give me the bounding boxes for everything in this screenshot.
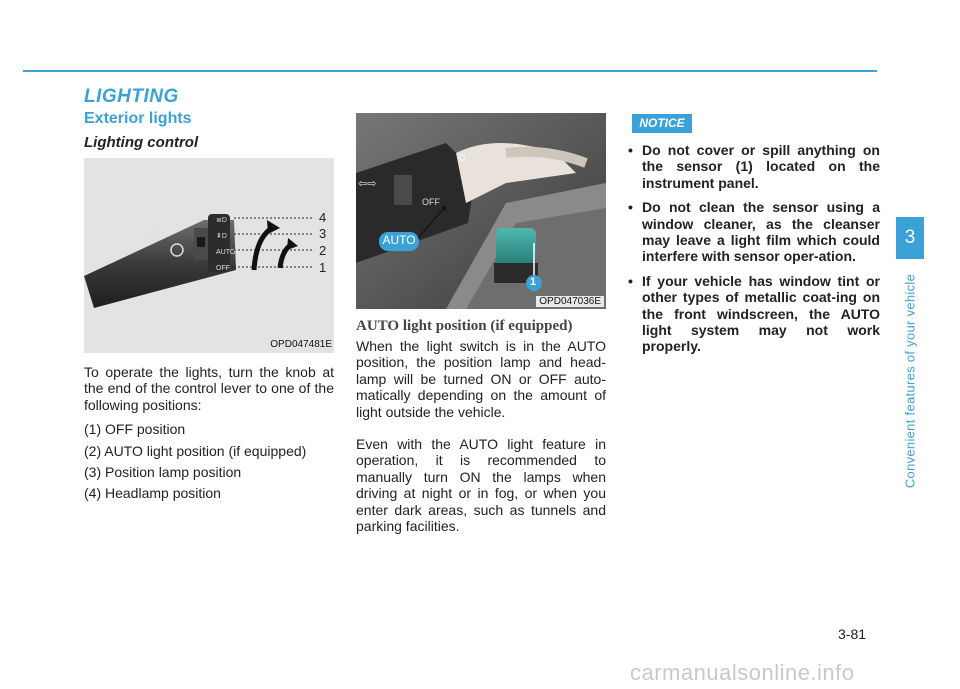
lighting-lever-figure [84, 158, 334, 353]
auto-light-illustration [356, 113, 606, 309]
section-title: LIGHTING [84, 86, 179, 107]
list-item: • Do not cover or spill anything on the sensor (1) located on the instrument panel. [628, 142, 880, 191]
svg-text:OFF: OFF [422, 197, 440, 207]
svg-text:☼: ☼ [456, 148, 469, 164]
column-1-text [84, 364, 334, 507]
list-item: (3) Position lamp position [84, 464, 242, 481]
page-number: 3-81 [838, 626, 867, 642]
list-item: • Do not clean the sensor using a window cleaner, as the cleanser may leave a light film which could interfere with sensor oper-ation. [628, 199, 880, 265]
sensor-callout: 1 [530, 276, 537, 288]
bullet-icon: • [628, 142, 633, 158]
list-item: (1) OFF position [84, 421, 186, 438]
bullet-icon: • [628, 199, 633, 216]
column-2-text [356, 338, 606, 542]
paragraph: Even with the AUTO light feature in operation, it is recommended to manually turn ON the lamps when driving at night or in fog, or when you enter dark areas, such as tunnels and parking facilities. [356, 436, 606, 535]
sub-title: Exterior lights [84, 110, 192, 127]
auto-label: AUTO [382, 233, 416, 247]
callout-2: 2 [319, 243, 327, 258]
list-item: (4) Headlamp position [84, 485, 221, 502]
figure-code: OPD047481E [270, 339, 332, 350]
auto-light-figure [356, 113, 606, 309]
list-item: • If your vehicle has window tint or other types of metallic coat-ing on the front windscreen, the AUTO light system may not work properly. [628, 272, 880, 355]
svg-text:⇦⇨: ⇦⇨ [358, 178, 377, 190]
subsub-title: Lighting control [84, 134, 199, 151]
notice-badge: NOTICE [632, 114, 692, 133]
chapter-title: Convenient features of your vehicle [902, 273, 918, 489]
lever-illustration [84, 158, 334, 353]
watermark[interactable]: carmanualsonline.info [630, 660, 855, 685]
paragraph: When the light switch is in the AUTO position, the position lamp and head-lamp will be turned ON or OFF auto-matically depending on the amount of light outside the vehicle. [356, 338, 606, 420]
bullet-icon: • [628, 272, 633, 289]
callout-4: 4 [319, 210, 327, 225]
svg-text:⇦⇨: ⇦⇨ [146, 227, 165, 239]
list-item: (2) AUTO light position (if equipped) [84, 442, 307, 459]
chapter-number-tab: 3 [896, 217, 924, 259]
notice-list [626, 142, 880, 363]
intro-paragraph: To operate the lights, turn the knob at the end of the control lever to one of the following positions: [84, 364, 334, 413]
top-rule [23, 70, 877, 72]
auto-light-heading: AUTO light position (if equipped) [356, 318, 573, 334]
figure-code: OPD047036E [536, 296, 604, 307]
callout-3: 3 [319, 226, 327, 241]
svg-text:⇞D: ⇞D [216, 233, 227, 240]
svg-text:≣D: ≣D [216, 217, 227, 224]
svg-text:OFF: OFF [216, 265, 230, 272]
svg-text:AUTO: AUTO [216, 249, 236, 256]
callout-1: 1 [319, 260, 327, 275]
